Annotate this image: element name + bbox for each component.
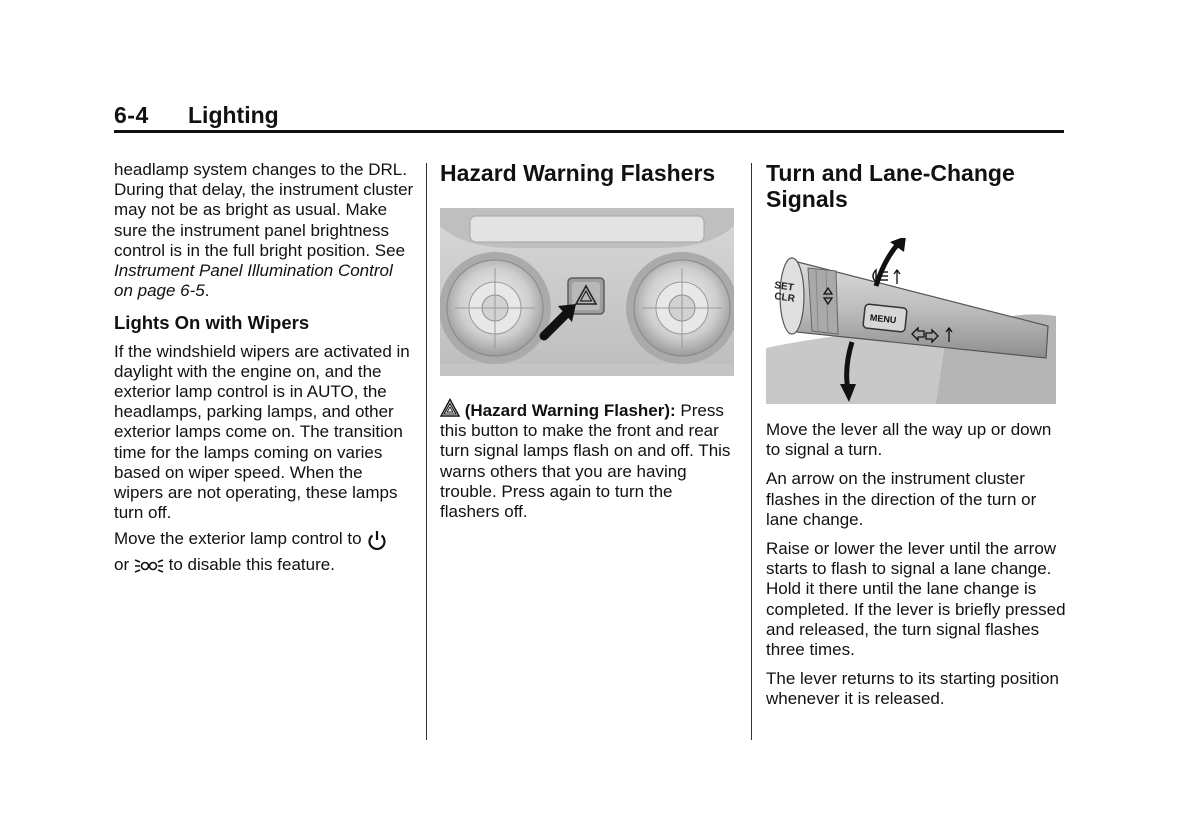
lever-clr-label: CLR [773,291,796,305]
paragraph-text: or [114,555,130,575]
page-header [114,100,1064,133]
paragraph-text: Press this button to make the front and rear turn signal lamps flash on and off. This warns others that you are having trouble. Press again to turn the flashers off. [440,401,731,522]
paragraph [114,526,414,578]
column-right [766,160,1066,719]
cross-reference: Instrument Panel Illumination Control on page 6-5 [114,261,393,301]
paragraph-text: to disable this feature. [168,555,335,575]
paragraph: If the windshield wipers are activated in daylight with the engine on, and the exterior lamp control is in AUTO, the headlamps, parking lamps, and other exterior lamps come on. The transition time for the lamps coming on varies based on wiper speed. When the wipers are not operating, these lamps turn off. [114,341,410,523]
paragraph-text: Move the exterior lamp control to [114,529,362,549]
heading-hazard-warning-flashers: Hazard Warning Flashers [440,160,716,186]
lever-set-label: SET [773,280,795,294]
paragraph: Raise or lower the lever until the arrow starts to flash to signal a lane change. Hold it there until the lane change is completed. If the lever is briefly pressed and released, the turn signal flashes three times. [766,539,1066,660]
section-title: Lighting [188,102,279,128]
parking-lamps-icon [134,556,164,576]
column-middle [440,160,735,531]
paragraph: The lever returns to its starting position whenever it is released. [766,669,1059,709]
column-divider [426,163,427,740]
lever-menu-label: MENU [869,312,897,326]
page-number: 6-4 [114,102,149,128]
heading-turn-and-lane-change-signals: Turn and Lane-Change Signals [766,160,1015,212]
hazard-button-illustration [440,208,734,376]
column-divider [751,163,752,740]
paragraph-end: . [204,281,210,301]
paragraph [114,160,414,301]
column-left [114,160,414,587]
paragraph-text: headlamp system changes to the DRL. During that delay, the instrument cluster may not be as bright as usual. Make sure the instrument panel brightness control is in the full bright position. See [114,160,414,260]
paragraph: Move the lever all the way up or down to signal a turn. [766,420,1052,460]
power-off-icon [366,529,388,551]
turn-signal-lever-illustration [766,238,1056,404]
hazard-label: (Hazard Warning Flasher): [464,401,676,420]
subheading-lights-on-with-wipers: Lights On with Wipers [114,312,310,334]
hazard-warning-icon [440,398,460,418]
paragraph: An arrow on the instrument cluster flashes in the direction of the turn or lane change. [766,469,1037,529]
paragraph [440,398,735,522]
